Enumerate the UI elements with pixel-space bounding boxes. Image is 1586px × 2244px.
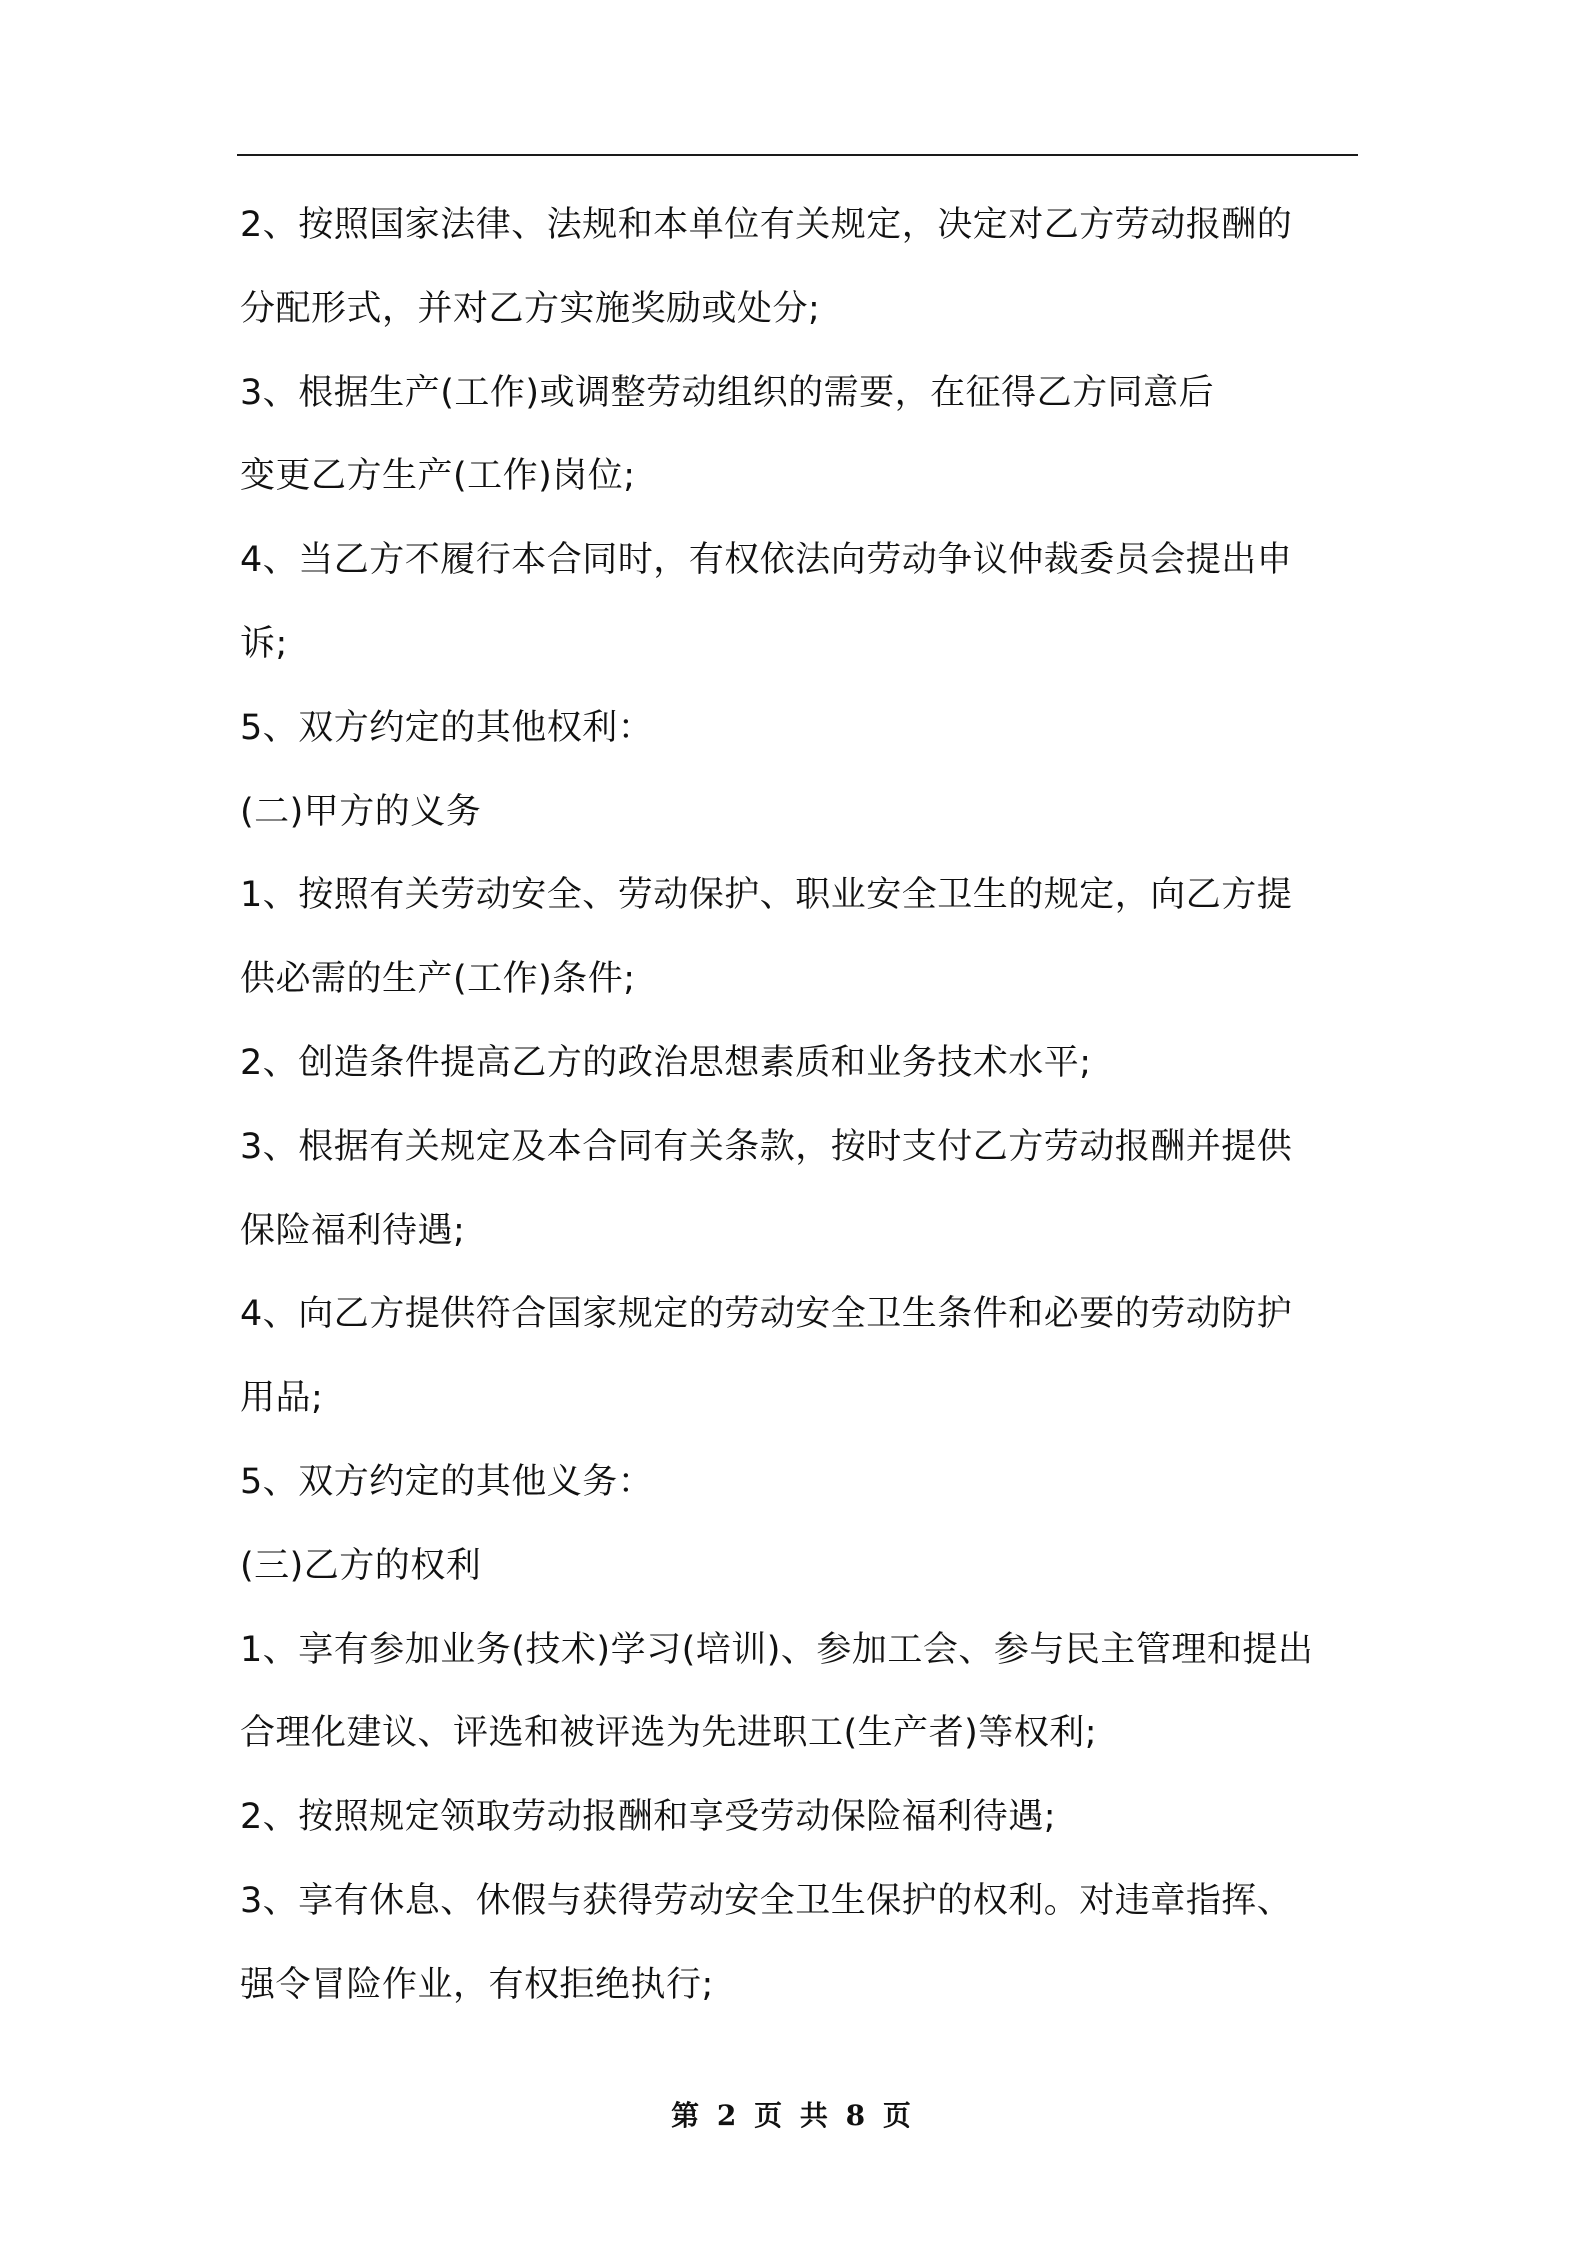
text-line: 强令冒险作业，有权拒绝执行; [240, 1964, 714, 2005]
text-line: 5、双方约定的其他权利： [240, 707, 654, 748]
text-line: 供必需的生产(工作)条件; [240, 959, 636, 1000]
text-line: 3、享有休息、休假与获得劳动安全卫生保护的权利。对违章指挥、 [240, 1880, 1293, 1921]
header-rule [237, 154, 1358, 156]
text-line: 4、向乙方提供符合国家规定的劳动安全卫生条件和必要的劳动防护 [240, 1294, 1293, 1335]
contract-body [240, 184, 1358, 2028]
text-line: 合理化建议、评选和被评选为先进职工(生产者)等权利; [240, 1713, 1098, 1754]
text-line: 2、创造条件提高乙方的政治思想素质和业务技术水平; [240, 1042, 1092, 1083]
section-heading: (二)甲方的义务 [240, 791, 482, 832]
text-line: 2、按照国家法律、法规和本单位有关规定，决定对乙方劳动报酬的 [240, 205, 1293, 245]
text-line: 1、享有参加业务(技术)学习(培训)、参加工会、参与民主管理和提出 [240, 1629, 1314, 1670]
text-line: 分配形式，并对乙方实施奖励或处分; [240, 288, 821, 329]
text-line: 1、按照有关劳动安全、劳动保护、职业安全卫生的规定，向乙方提 [240, 875, 1293, 916]
text-line: 3、根据有关规定及本合同有关条款，按时支付乙方劳动报酬并提供 [240, 1126, 1293, 1167]
text-line: 用品; [240, 1378, 324, 1419]
page-number: 第 2 页 共 8 页 [671, 2099, 915, 2132]
section-heading: (三)乙方的权利 [240, 1545, 482, 1586]
text-line: 保险福利待遇; [240, 1210, 466, 1251]
text-line: 5、双方约定的其他义务： [240, 1461, 654, 1502]
text-line: 变更乙方生产(工作)岗位; [240, 456, 636, 497]
text-line: 诉; [240, 623, 288, 664]
text-line: 4、当乙方不履行本合同时，有权依法向劳动争议仲裁委员会提出申 [240, 540, 1293, 581]
text-line: 3、根据生产(工作)或调整劳动组织的需要，在征得乙方同意后 [240, 372, 1215, 413]
text-line: 2、按照规定领取劳动报酬和享受劳动保险福利待遇; [240, 1797, 1057, 1838]
